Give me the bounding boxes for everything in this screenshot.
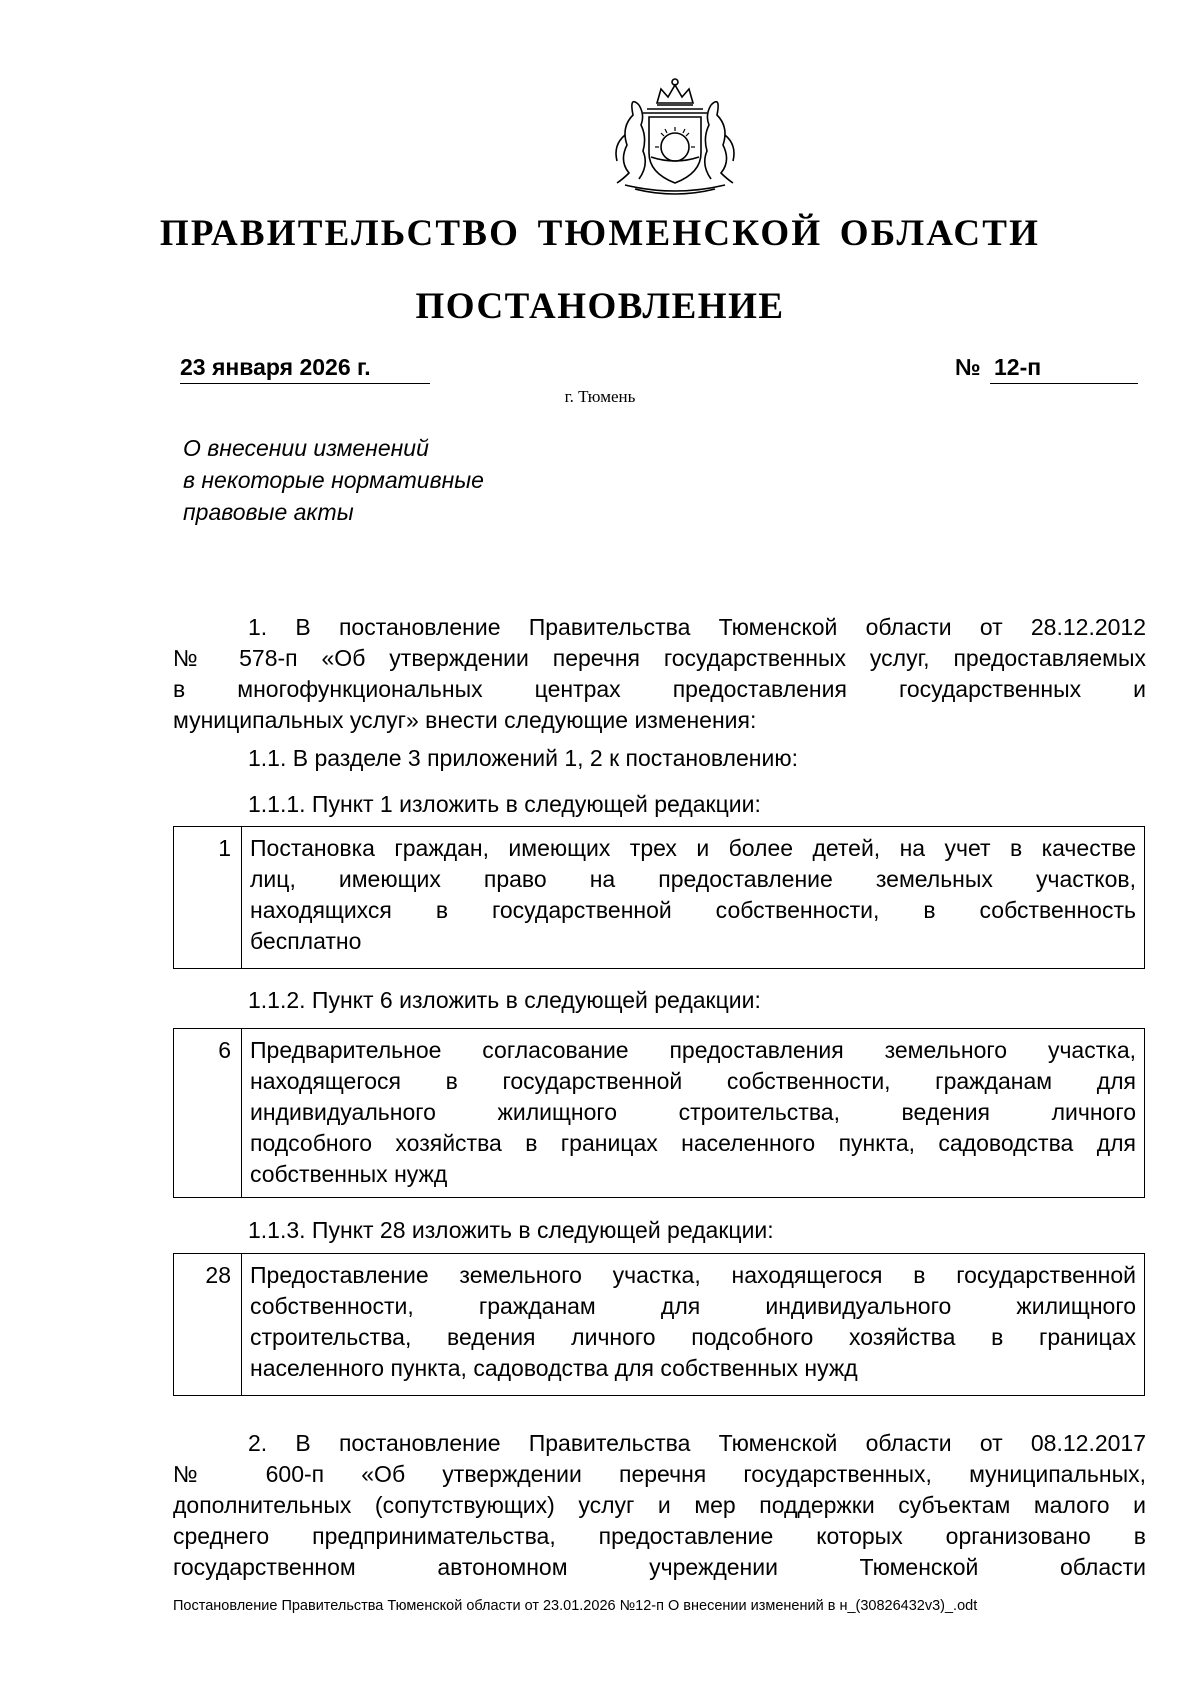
table-line: строительства, ведения личного подсобного хозяйства в границах — [250, 1324, 1136, 1350]
table-line: собственных нужд — [250, 1161, 448, 1187]
subject-line: О внесении изменений — [183, 435, 429, 461]
document-city: г. Тюмень — [564, 387, 636, 406]
table-line: подсобного хозяйства в границах населенного пункта, садоводства для — [250, 1130, 1136, 1156]
table-line: находящихся в государственной собственности, в собственность — [250, 897, 1136, 923]
table-line: населенного пункта, садоводства для собственных нужд — [250, 1355, 858, 1381]
table-item-number: 28 — [174, 1254, 242, 1395]
coat-of-arms-emblem — [595, 75, 755, 195]
paragraph-line: государственном автономном учреждении Тюменской области — [173, 1554, 1146, 1580]
paragraph-1 — [173, 612, 1146, 736]
table-item-number: 6 — [174, 1029, 242, 1197]
document-number-value: 12-п — [994, 354, 1042, 380]
table-line: Предварительное согласование предоставления земельного участка, — [250, 1037, 1136, 1063]
paragraph-line: 1. В постановление Правительства Тюменской области от 28.12.2012 — [248, 614, 1146, 640]
paragraph-1-1: 1.1. В разделе 3 приложений 1, 2 к постановлению: — [248, 745, 798, 771]
paragraph-line: № 578-п «Об утверждении перечня государственных услуг, предоставляемых — [173, 645, 1146, 671]
table-line: Постановка граждан, имеющих трех и более детей, на учет в качестве — [250, 835, 1136, 861]
paragraph-1-1-2: 1.1.2. Пункт 6 изложить в следующей редакции: — [248, 987, 761, 1013]
document-number-label: № — [955, 354, 981, 380]
paragraph-1-1-1: 1.1.1. Пункт 1 изложить в следующей редакции: — [248, 791, 761, 817]
table-line: лиц, имеющих право на предоставление земельных участков, — [250, 866, 1136, 892]
table-line: бесплатно — [250, 928, 362, 954]
subject-line: правовые акты — [183, 499, 354, 525]
document-footer: Постановление Правительства Тюменской области от 23.01.2026 №12-п О внесении изменений в н_(30826432v3)_.odt — [173, 1598, 978, 1614]
subject-line: в некоторые нормативные — [183, 467, 484, 493]
table-item-28 — [173, 1253, 1145, 1396]
table-item-1 — [173, 826, 1145, 969]
paragraph-line: дополнительных (сопутствующих) услуг и мер поддержки субъектам малого и — [173, 1492, 1146, 1518]
table-line: собственности, гражданам для индивидуального жилищного — [250, 1293, 1136, 1319]
paragraph-line: № 600-п «Об утверждении перечня государственных, муниципальных, — [173, 1461, 1146, 1487]
organization-title: ПРАВИТЕЛЬСТВО ТЮМЕНСКОЙ ОБЛАСТИ — [159, 213, 1041, 254]
table-item-text — [242, 1029, 1144, 1197]
table-line: Предоставление земельного участка, находящегося в государственной — [250, 1262, 1136, 1288]
table-item-6 — [173, 1028, 1145, 1198]
table-line: находящегося в государственной собственности, гражданам для — [250, 1068, 1136, 1094]
document-subject — [183, 432, 583, 528]
table-item-text — [242, 1254, 1144, 1395]
table-line: индивидуального жилищного строительства, ведения личного — [250, 1099, 1136, 1125]
table-item-text — [242, 827, 1144, 968]
document-number — [990, 354, 1138, 384]
document-date: 23 января 2026 г. — [180, 354, 430, 384]
table-item-number: 1 — [174, 827, 242, 968]
document-type-heading: ПОСТАНОВЛЕНИЕ — [415, 286, 785, 327]
paragraph-line: 2. В постановление Правительства Тюменской области от 08.12.2017 — [248, 1430, 1146, 1456]
paragraph-line: муниципальных услуг» внести следующие изменения: — [173, 707, 757, 733]
paragraph-1-1-3: 1.1.3. Пункт 28 изложить в следующей редакции: — [248, 1217, 774, 1243]
paragraph-line: среднего предпринимательства, предоставление которых организовано в — [173, 1523, 1146, 1549]
paragraph-line: в многофункциональных центрах предоставления государственных и — [173, 676, 1146, 702]
paragraph-2 — [173, 1428, 1146, 1583]
